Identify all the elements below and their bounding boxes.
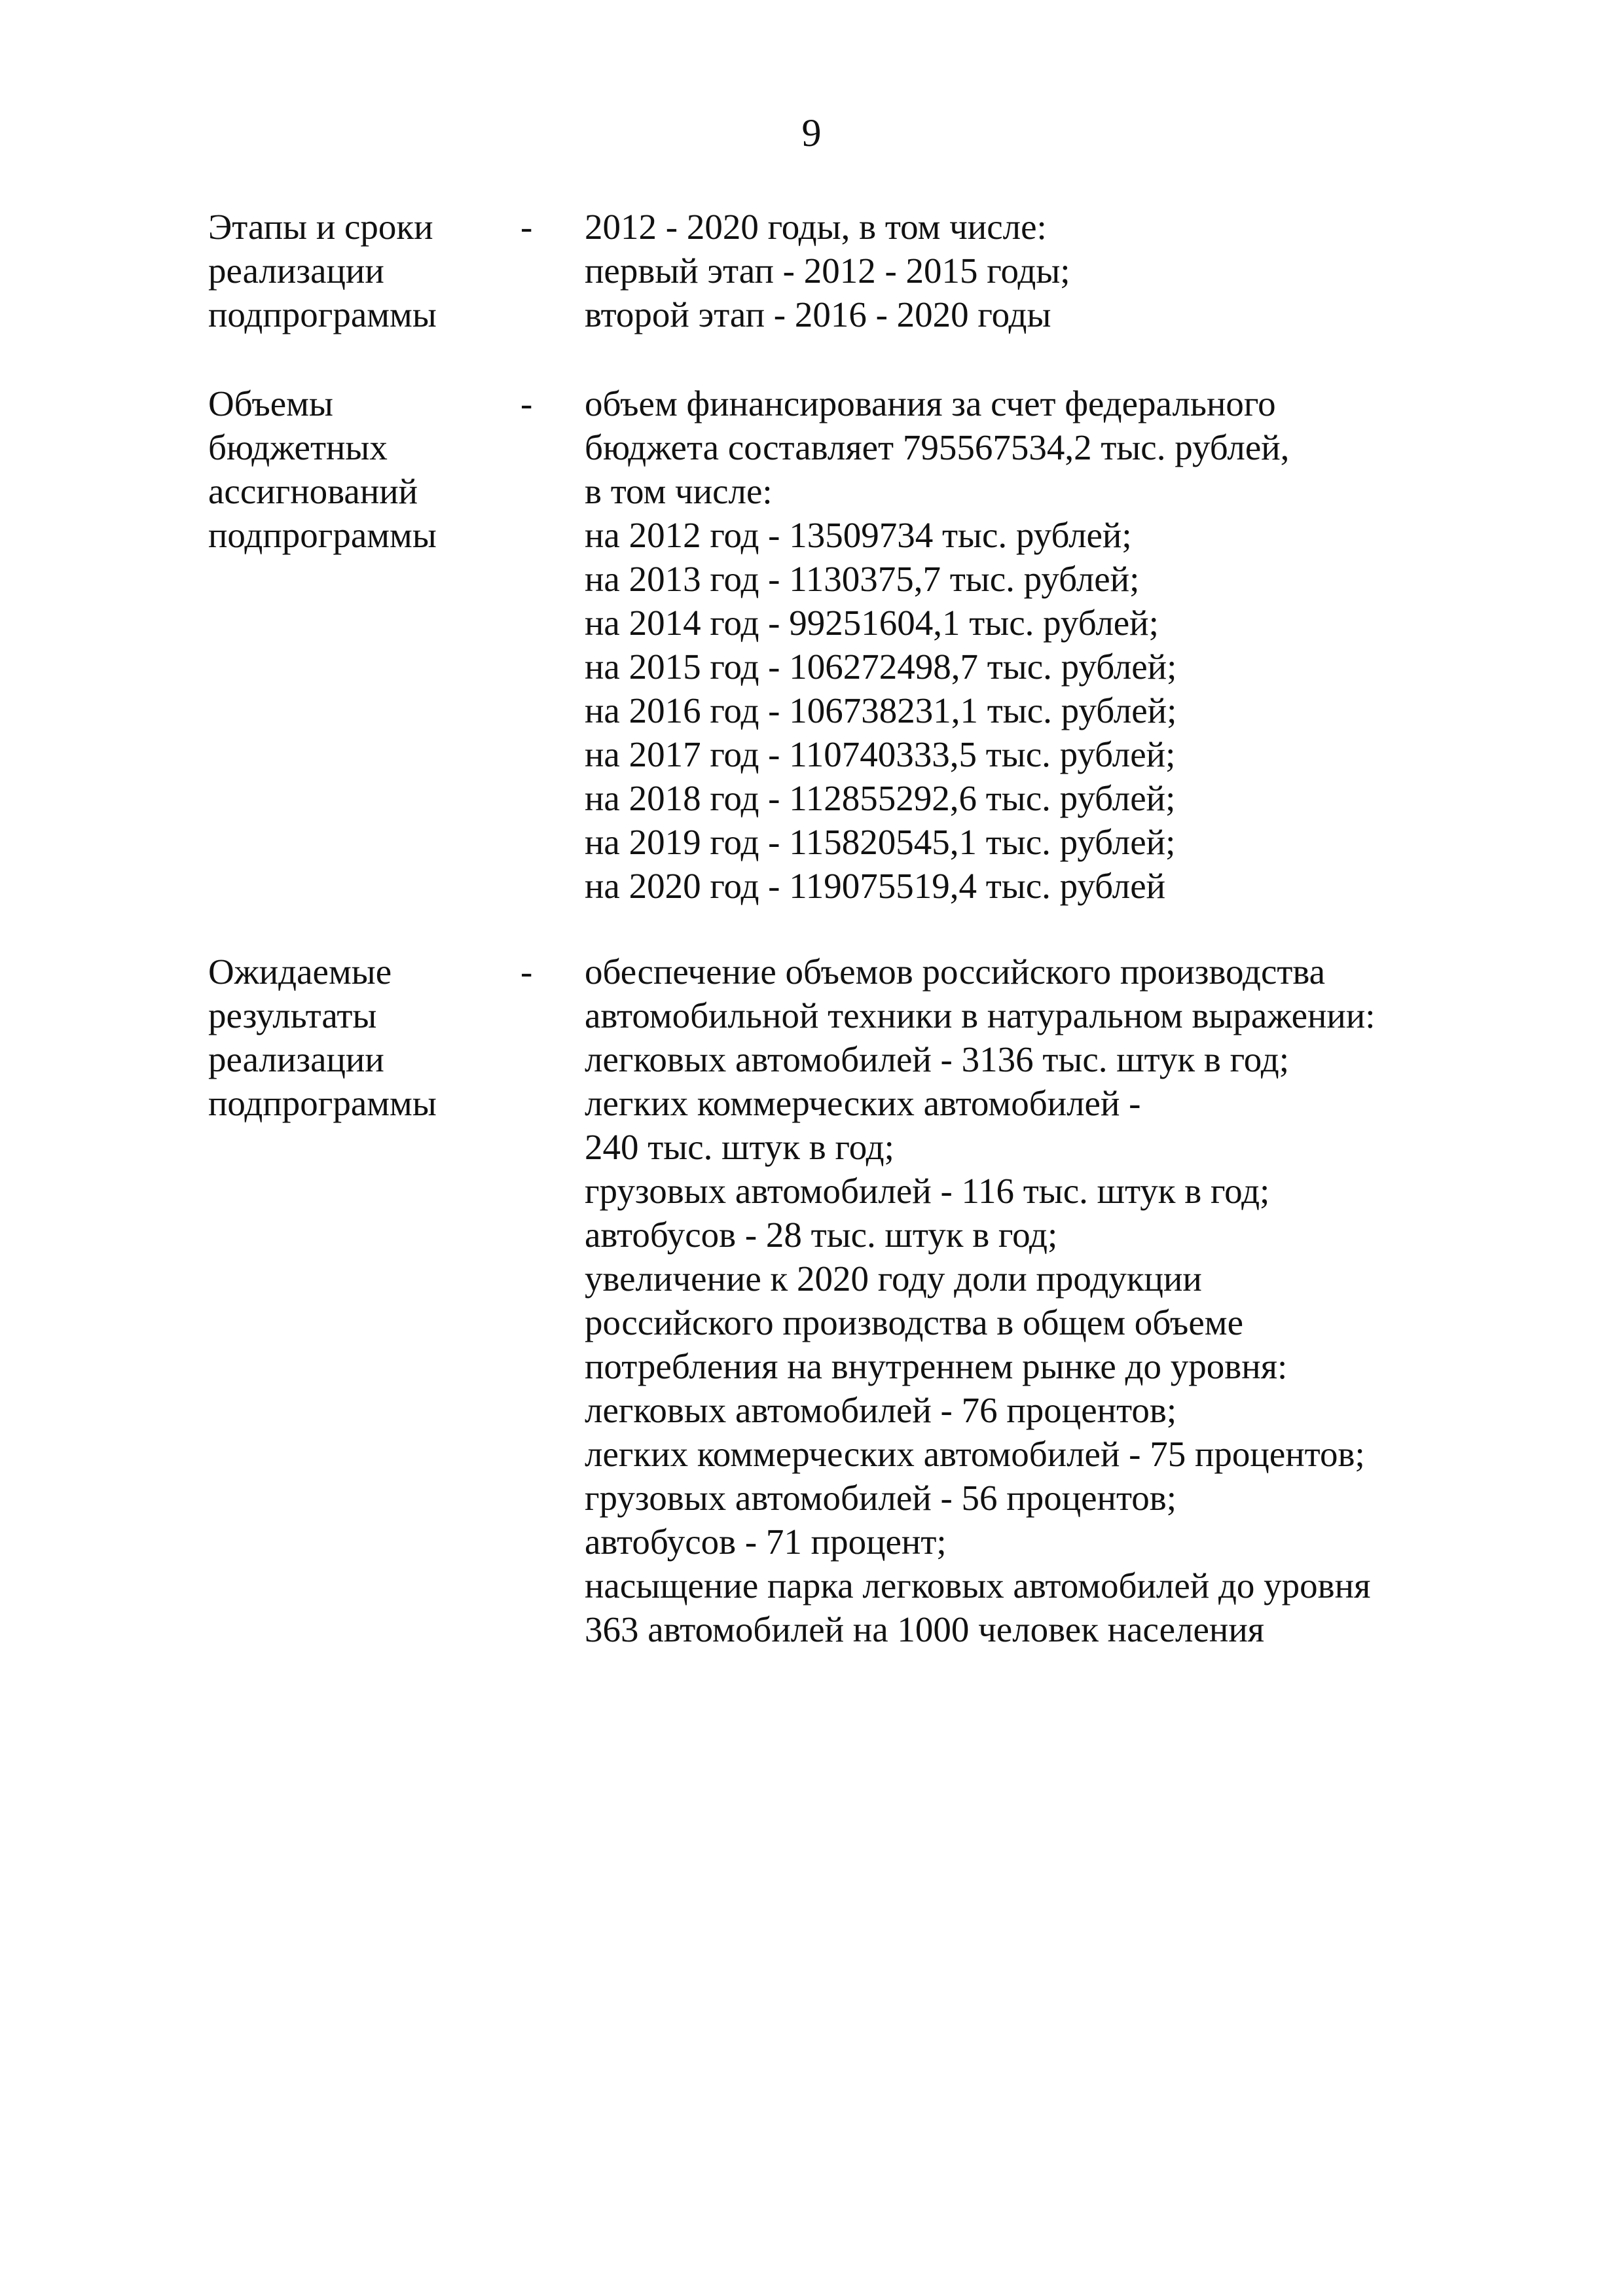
separator-dash: -	[520, 952, 533, 992]
content-line: 363 автомобилей на 1000 человек населения	[585, 1609, 1265, 1649]
separator-dash: -	[520, 384, 533, 423]
content-line: российского производства в общем объеме	[585, 1302, 1243, 1342]
content-line: на 2017 год - 110740333,5 тыс. рублей;	[585, 734, 1176, 774]
label-line: Ожидаемые	[208, 952, 392, 992]
content-line: легких коммерческих автомобилей - 75 процентов;	[585, 1434, 1365, 1474]
content-line: объем финансирования за счет федерального	[585, 384, 1276, 423]
content-line: второй этап - 2016 - 2020 годы	[585, 295, 1051, 334]
section-label	[208, 382, 496, 557]
label-line: подпрограммы	[208, 515, 437, 555]
content-line: бюджета составляет 795567534,2 тыс. рублей,	[585, 427, 1290, 467]
label-line: Этапы и сроки	[208, 207, 433, 247]
content-line: грузовых автомобилей - 116 тыс. штук в год;	[585, 1171, 1270, 1211]
content-line: легковых автомобилей - 3136 тыс. штук в год;	[585, 1039, 1289, 1079]
content-line: автобусов - 28 тыс. штук в год;	[585, 1215, 1058, 1255]
label-line: бюджетных	[208, 427, 388, 467]
content-line: на 2016 год - 106738231,1 тыс. рублей;	[585, 691, 1177, 730]
content-line: в том числе:	[585, 471, 773, 511]
label-line: реализации	[208, 1039, 384, 1079]
content-line: на 2020 год - 119075519,4 тыс. рублей	[585, 866, 1166, 906]
content-line: легких коммерческих автомобилей -	[585, 1083, 1141, 1123]
content-line: грузовых автомобилей - 56 процентов;	[585, 1478, 1177, 1518]
content-line: 2012 - 2020 годы, в том числе:	[585, 207, 1047, 247]
content-line: первый этап - 2012 - 2015 годы;	[585, 251, 1070, 291]
content-line: легковых автомобилей - 76 процентов;	[585, 1390, 1177, 1430]
label-line: Объемы	[208, 384, 333, 423]
content-line: 240 тыс. штук в год;	[585, 1127, 894, 1167]
section-label	[208, 950, 496, 1125]
content-line: автобусов - 71 процент;	[585, 1522, 947, 1562]
content-line: на 2013 год - 1130375,7 тыс. рублей;	[585, 559, 1140, 599]
label-line: подпрограммы	[208, 1083, 437, 1123]
section-label	[208, 205, 496, 336]
label-line: ассигнований	[208, 471, 418, 511]
content-line: на 2014 год - 99251604,1 тыс. рублей;	[585, 603, 1159, 643]
content-line: на 2019 год - 115820545,1 тыс. рублей;	[585, 822, 1176, 862]
section-content	[585, 205, 1514, 336]
page-number: 9	[801, 111, 822, 154]
content-line: на 2018 год - 112855292,6 тыс. рублей;	[585, 778, 1176, 818]
label-line: реализации	[208, 251, 384, 291]
label-line: результаты	[208, 996, 377, 1035]
content-line: на 2012 год - 13509734 тыс. рублей;	[585, 515, 1132, 555]
content-line: насыщение парка легковых автомобилей до уровня	[585, 1566, 1371, 1605]
separator-dash: -	[520, 207, 533, 247]
label-line: подпрограммы	[208, 295, 437, 334]
section-content	[585, 382, 1514, 908]
content-line: увеличение к 2020 году доли продукции	[585, 1259, 1202, 1299]
section-content	[585, 950, 1514, 1651]
content-line: обеспечение объемов российского производства	[585, 952, 1326, 992]
content-line: потребления на внутреннем рынке до уровня:	[585, 1346, 1288, 1386]
content-line: автомобильной техники в натуральном выражении:	[585, 996, 1376, 1035]
content-line: на 2015 год - 106272498,7 тыс. рублей;	[585, 647, 1177, 687]
